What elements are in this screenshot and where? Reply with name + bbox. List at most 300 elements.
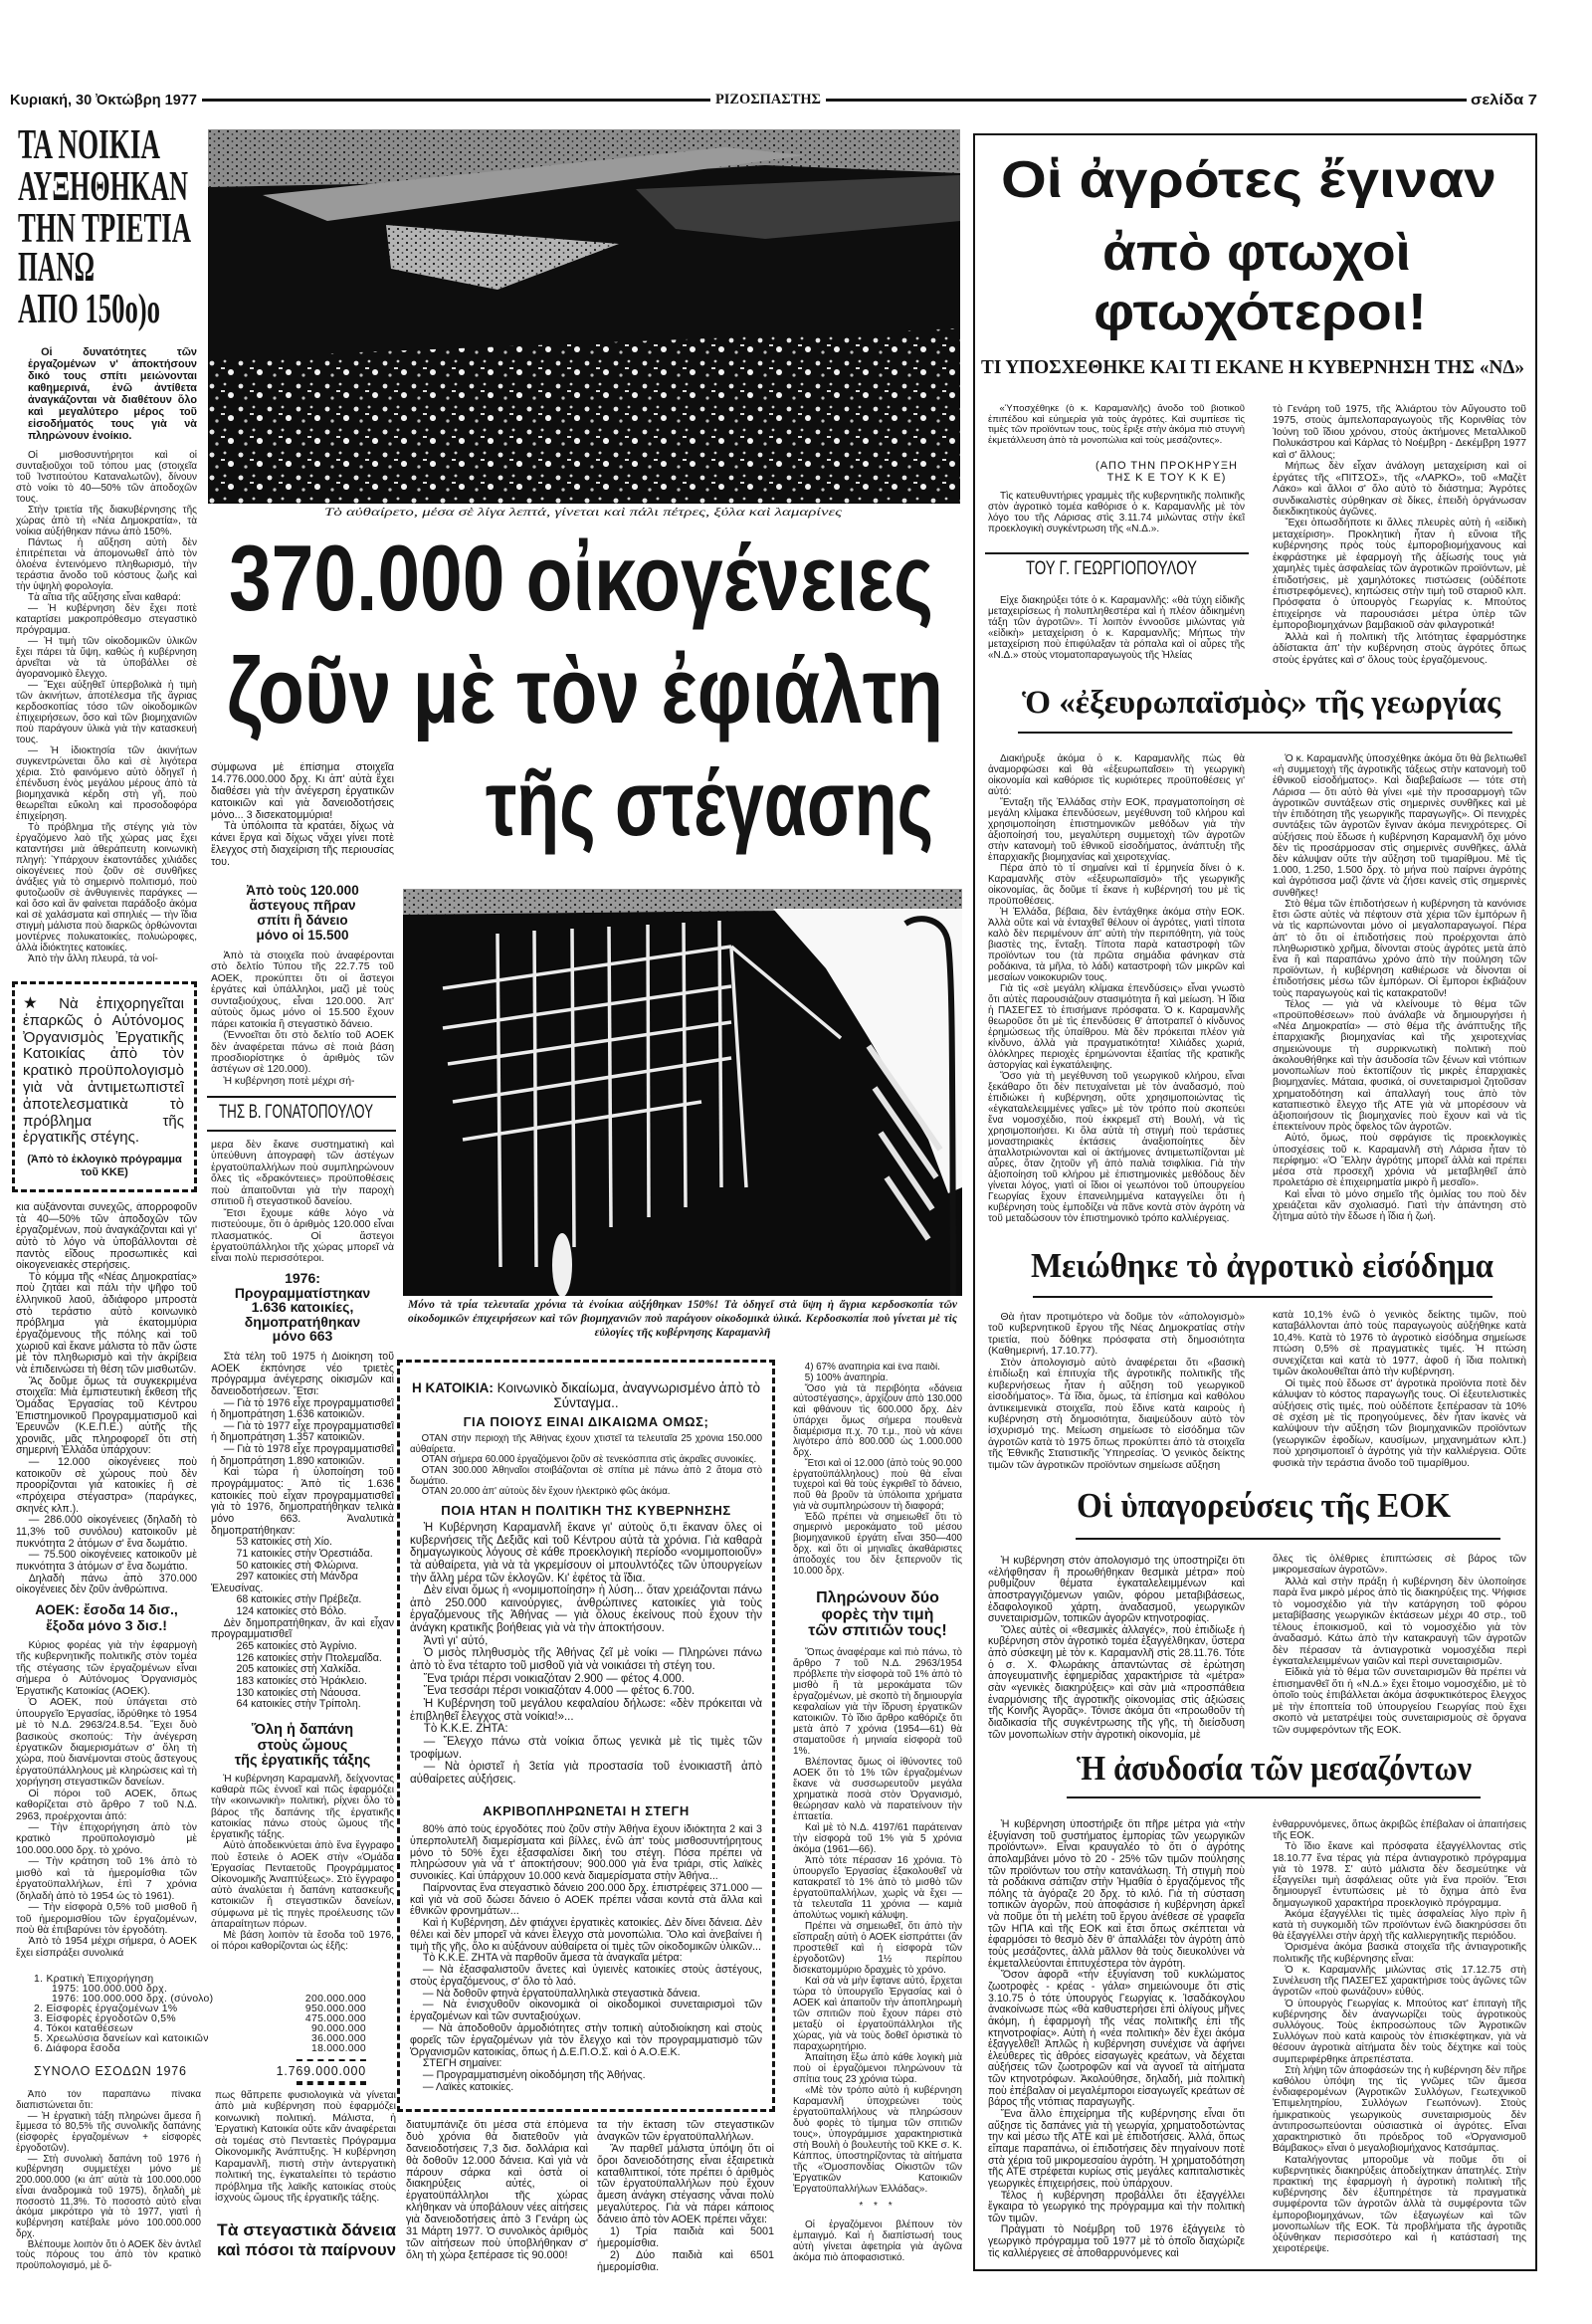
table-total-value: 1.769.000.000 [276,2064,366,2078]
subheading-line: φορὲς τὴν τιμὴ [821,1605,934,1623]
paragraph: Τέλος ἡ κυβέρνηση προβάλλει ὅτι ἐξαγγέλλει ἔγκαιρα τὸ γεωργικό της πρόγραμμα καὶ τὴν πολιτικὴ τῶν τιμῶν. [988,2189,1245,2224]
headline-text: τῆς στέγασης [486,750,933,855]
table-value: 475.000.000 [304,2013,366,2024]
subheading-line: στοὺς ὤμους [257,1737,348,1754]
paragraph: — Λαϊκὲς κατοικίες. [422,2080,514,2093]
table-detail: 1975: 100.000.000 δρχ. [52,1984,168,1995]
paragraph: «Μὲ τὸν τρόπο αὐτὸ ἡ κυβέρνηση Καραμανλῆ ὑποχρεώνει τοὺς ἐργατοϋπαλλήλους νὰ πληρώσουν δυὸ φορὲς τὸ τίμημα τῶν σπιτιῶν τους», ὑπογράμμισε χαρακτηριστικὰ στὴ Βουλὴ ὁ βουλευτὴς τοῦ ΚΚΕ σ. Κ. Κάππος, ὑποστηρίζοντας τὰ αἰτήματα τῆς «Ὁμοσπονδίας Οἰκιστῶν τῶν Ἐργατικῶν Κατοικιῶν Ἐργατοϋπαλλήλων Ἑλλάδας». [793,2085,962,2195]
main-headline-line [229,526,933,630]
header-rule [202,99,710,102]
headline-text: ΑΥΞΗΘΗΚΑΝ [18,164,188,210]
rent-body-column [16,450,197,963]
box-section-text [410,1824,762,2103]
list-item: 71 κατοικίες στὴν Ὀρεστιάδα. [236,1547,373,1560]
page-number [1471,92,1537,108]
paragraph: Τέλος — γιὰ νὰ κλείνουμε τὸ θέμα τῶν «προϋποθέσεων» ποὺ ἀνάλαβε νὰ δημιουργήσει ἡ «Νέα Δημοκρατία» — στὸ θέμα τῆς ἀνάπτυξης τῆς ἐπαρχιακῆς βιομηχανίας καὶ τῆς χειροτεχνίας σημειώνουμε τὴ συρρικνωτικὴ πολιτικὴ ποὺ ἀκολουθήθηκε καὶ τὴν ἀσυδοσία τῶν ξένων καὶ ντόπιων μονοπωλίων ποὺ ἐκτοπίζουν τὶς μικρὲς ἐπαρχιακὲς βιομηχανίες. Μάταια, φυσικά, οἱ συνεταιρισμοὶ ζητοῦσαν χρηματοδότηση καὶ ἀπαλλαγή τους ἀπὸ τὸν καταπιεστικὸ ἔλεγχο τῆς ΑΤΕ γιὰ νὰ μπορέσουν νὰ ἀξιοποιήσουν τὶς βιομηχανίες ποὺ ἔχουν καὶ νὰ τὶς ἐπεκτείνουν πρὸς ὄφελος τῶν ἀγροτῶν. [1273,998,1526,1134]
rent-headline-line [18,245,95,291]
headline-text: ΑΠΟ 150ο)ο [18,287,160,332]
paragraph: — Ἡ ἰδιοκτησία τῶν ἀκινήτων συγκεντρώνεται ὅλο καὶ σὲ λιγότερα χέρια. Στὸ φαινόμενο αὐτὸ ὁδηγεῖ ἡ ἐπένδυση ἑνὸς μεγάλου μέρους ἀπὸ τὰ βιομηχανικὰ κέρδη στὴ γῆ, ποὺ θεωρεῖται εὔκολη καὶ προσοδοφόρα ἐπιχείρηση. [16,745,197,822]
paragraph: Πάντως ἡ αὔξηση αὐτὴ δὲν ἐπιτρέπεται νὰ ἀπομονωθεῖ ἀπὸ τὸν ὁλοένα ἐντεινόμενο πληθωρισμό, τὴν τεράστια ἄνοδο τοῦ κόστους ζωῆς καὶ τὴν ὑψηλὴ φορολογία. [16,537,197,592]
paragraph: — Τὴν κράτηση τοῦ 1% ἀπὸ τὸ μισθὸ καὶ τὰ ἡμερομίσθια τῶν ἐργατοϋπαλλήλων, ἐπὶ 7 χρόνια (δηλαδὴ ἀπὸ τὸ 1954 ὡς τὸ 1961). [16,1856,197,1902]
table-label: 4. Τόκοι καταθέσεων [34,2023,133,2034]
quote-source [1094,460,1239,484]
farmers-body-column [988,1312,1245,1473]
paragraph: Ἡ κυβέρνηση στὸν ἀπολογισμό της ὑποστηρίζει ὅτι «ἐλήφθησαν ἢ προωθήθηκαν θεσμικὰ μέτρα» ποὺ ρυθμίζουν θέματα ἐγκαταλελειμμένων καὶ ἀποστραγγιζόμενων γαιῶν, φόρου μεταβιβάσεως, ἐδαφολογικοῦ χάρτη, ἀναδασμοῦ, γεωργικῶν συνεταιρισμῶν, τοπικῶν ἀγορῶν κτηνοτροφίας. [988,1556,1245,1625]
paragraph: (Ἐννοεῖται ὅτι στὸ δελτίο τοῦ ΑΟΕΚ δὲν ἀναφέρεται πάνω σὲ ποιὰ βάση προσδιορίστηκε ὁ ἀριθμὸς τῶν ἀστέγων σὲ 120.000). [211,1030,394,1076]
paragraph-list [988,491,1245,534]
rent-headline-line [18,206,191,252]
paragraph: κια αὐξάνονται συνεχῶς, ἀπορροφοῦν τὰ 40—50% τῶν ἀποδοχῶν τῶν ἐργαζομένων, ποὺ ἀναγκάζονται καὶ γι' αὐτὸ τὸ λόγο νὰ ὑποβάλλονται σὲ παντὸς εἴδους προσωπικὲς καὶ οἰκογενειακὲς στερήσεις. [16,1202,197,1272]
lead-paragraph: Οἱ δυνατότητες τῶν ἐργαζομένων ν' ἀποκτήσουν δικό τους σπίτι μειώνονται καθημερινά, ἐνῶ ἀντίθετα ἀναγκάζονται νὰ διαθέτουν ὅλο καὶ μεγαλύτερο μέρος τοῦ εἰσοδήματός τους γιὰ νὰ πληρώνουν ἐνοίκιο. [28,346,197,441]
paragraph: Διακήρυξε ἀκόμα ὁ κ. Καραμανλῆς πὼς θὰ ἀναμορφώσει καὶ θὰ «ἐξευρωπαΐσει» τὴ γεωργικὴ οἰκονομία καὶ καθόρισε τὶς κυριότερες προϋποθέσεις γι' αὐτό: [988,753,1245,797]
paragraph: Τὸ πρόβλημα τῆς στέγης γιὰ τὸν ἐργαζόμενο λαὸ τῆς χώρας μας ἔχει καταντήσει μιὰ ἀθεράπευτη κοινωνικὴ πληγή: Ὑπάρχουν ἑκατοντάδες χιλιάδες οἰκογένειες ποὺ ζοῦν σὲ συνθῆκες ἀνάξιες γιὰ τὸ σημερινὸ πολιτισμό, ποὺ φυτοζωοῦν σὲ ἀνθυγιεινὲς παράγκες — καὶ ὅσο καὶ ἂν φαίνεται παράδοξο ἀκόμα καὶ σὲ χαλάσματα καὶ σπηλιές — τὴν ἴδια στιγμὴ μάλιστα ποὺ διαρκῶς ὀρθώνονται μοντέρνες πολυκατοικίες, πολυώροφες, ἀλλὰ ἰδιόκτητες κατοικίες. [16,822,197,953]
quote-text: «Ὑποσχέθηκε (ὁ κ. Καραμανλῆς) ἄνοδο τοῦ βιοτικοῦ ἐπιπέδου καὶ εὐημερία γιὰ τοὺς ἀγρότες. Καὶ συμπίεσε τὶς τιμὲς τῶν προϊόντων τους, τοὺς ἔριξε στὴν ἀκόμα πιὸ στυγνὴ ἐκμετάλλευση ἀπὸ τὰ μονοπώλια καὶ τοὺς μεσάζοντες». [988,404,1245,446]
byline-rule [207,1096,396,1098]
byline-text: ΤΗΣ Β. ΓΟΝΑΤΟΠΟΥΛΟΥ [219,1102,373,1123]
paragraph: Παίρνοντας ἕνα στεγαστικὸ δάνειο 200.000 δρχ. ἐπιστρέφεις 371.000 — καὶ γιὰ νὰ σοῦ δώσει δάνειο ὁ ΑΟΕΚ πρέπει νἆσαι κοντὰ στὰ ἄλλα καὶ ἐθνικῶν φρονημάτων... [410,1881,762,1918]
paragraph-list [988,1819,1245,2259]
subheading-line: Προγραμματίστηκαν [234,1284,371,1301]
section-headline-text: Μειώθηκε τὸ ἀγροτικὸ εἰσόδημα [1031,1246,1493,1285]
housing-body-column [793,1363,962,1587]
paragraph: Ἡ κυβέρνηση Καραμανλῆ, δείχνοντας καθαρὰ πῶς ἐννοεῖ καὶ πῶς ἐφαρμόζει τὴν «κοινωνικὴ» πολιτική, ρίχνει ὅλο τὸ βάρος τῆς δαπάνης τῆς ἐργατικῆς κατοικίας πάνω στοὺς ὤμους τῆς ἐργατικῆς τάξης. [211,1774,394,1841]
table-value: 90.000.000 [310,2023,366,2034]
section-headline [1077,1488,1451,1523]
table-label: 2. Εἰσφορὲς ἐργαζομένων 1% [34,2004,178,2014]
paragraph: ΣΤΕΓΗ σημαίνει: [422,2057,502,2070]
paragraph: 80% ἀπὸ τοὺς ἐργοδότες ποὺ ζοῦν στὴν Ἀθήνα ἔχουν ἰδιόκτητα 2 καὶ 3 ὑπερπολυτελῆ διαμερίσματα καὶ βίλλες, ἐνῶ ἀπ' τοὺς μισθοσυντήρητους μόνο τὸ 50% ἔχει ἐξασφαλίσει δική του στέγη. Πόσα πρέπει νὰ πληρώσουν γιὰ νὰ τ' ἀποκτήσουν; 900.000 γιὰ ἕνα τριάρι, στὶς λαϊκὲς συνοικίες. Καὶ ὑπάρχουν 10.000 κενὰ διαμερίσματα στὴν Ἀθήνα... [410,1824,762,1883]
paragraph: Οἱ τιμὲς ποὺ ἔδωσε στ' ἀγροτικὰ προϊόντα ποτὲ δὲν κάλυψαν τὸ κόστος παραγωγῆς τους. Οἱ ἐξευτελιστικὲς αὐξήσεις στὶς τιμές, ποὺ οὐδέποτε ξεπέρασαν τὰ 10% σὲ σχέση μὲ τὶς προηγούμενες, δὲν ἦταν ἱκανὲς νὰ καλύψουν τὴν αὔξηση τῶν βιομηχανικῶν προϊόντων (γεωργικῶν ἐφοδίων, καυσίμων, μηχανημάτων κλπ.) ποὺ χρησιμοποιεῖ ὁ ἀγρότης γιὰ τὴν καλλιέργεια. Οὔτε φυσικὰ τὴν τεράστια ἄνοδο τοῦ τιμαρίθμου. [1273,1377,1526,1469]
farmers-body-column [1273,1310,1526,1471]
star-icon: ★ [23,994,52,1012]
village-list [211,1537,394,1617]
page-number-text: σελίδα 7 [1471,92,1537,108]
paragraph: Τὸ κόμμα τῆς «Νέας Δημοκρατίας» ποὺ ζητάει καὶ πάλι τὴν ψῆφο τοῦ ἑλληνικοῦ λαοῦ, ἀδιάφορο μπροστὰ στὸ τεράστιο αὐτὸ κοινωνικὸ πρόβλημα γιὰ ἑκατομμύρια ἐργαζόμενους τῆς πόλης καὶ τοῦ χωριοῦ καὶ ἔκανε μάλιστα τὸ πᾶν ὥστε μὲ τὸν πληθωρισμὸ καὶ τὴν ἀκρίβεια νὰ ἐπιδεινώσει τὴ θέση τῶν μισθωτῶν. [16,1270,197,1375]
paragraph: Γιὰ τὶς «σὲ μεγάλη κλίμακα ἐπενδύσεις» εἶναι γνωστὸ ὅτι αὐτὲς παρουσιάζουν στασιμότητα ἢ καὶ μείωση. Ἡ ἴδια ἡ ΠΑΣΕΓΕΣ τὸ ἐπισήμανε πρόσφατα. Ὁ κ. Καραμανλῆς θεωροῦσε ὅτι μὲ τὶς ἐπενδύσεις θ' ἀποτραπεῖ ὁ κίνδυνος ἐρημώσεως τῆς ὑπαίθρου. Μὰ δὲν πρόκειται πλέον γιὰ κίνδυνο, ἀλλὰ γιὰ πραγματικότητα! Χιλιάδες χωριά, ὁλόκληρες περιοχὲς ἐρημώνονται ἐξαιτίας τῆς κρατικῆς ἀστοργίας καὶ ἐγκατάλειψης. [988,983,1245,1071]
byline [219,1102,373,1124]
subheading-line: τῶν σπιτιῶν τους! [808,1622,947,1639]
paragraph: Ἂς δοῦμε ὅμως τὰ συγκεκριμένα στοιχεῖα: Μιὰ ἐμπιστευτικὴ ἔκθεση τῆς Ὁμάδας Ἐργασίας τοῦ Κέντρου Ἐπιστημονικοῦ Προγραμματισμοῦ καὶ Ἐρευνῶν (Κ.Ε.Π.Ε.) αὐτῆς τῆς χρονιᾶς, μᾶς πληροφορεῖ ὅτι στὴ σημερινὴ Ἑλλάδα ὑπάρχουν: [16,1374,197,1457]
section-headline [1077,1751,1472,1786]
rent-headline-line [18,164,188,210]
paragraph: Ἕνα τεσσάρι πέρσι νοικιαζόταν 4.000 — φέτος 6.700. [423,1685,696,1698]
list-item: 297 κατοικίες στὴ Μάνδρα Ἐλευσίνας. [211,1571,358,1594]
paragraph-list [793,1363,962,1577]
section-headline [1031,1248,1493,1283]
paragraph: Οἱ ἐργαζόμενοι βλέπουν τὸν ἐμπαιγμό. Καὶ ἡ διαπίστωσή τους αὐτὴ γίνεται ἀφετηρία γιὰ ἀγῶνα ἀκόμα πιὸ ἀποφασιστικό. [793,2219,962,2263]
paragraph: Ἕνα ἄλλο ἐπιχείρημα τῆς κυβέρνησης εἶναι ὅτι αὔξησε τὶς δαπάνες γιὰ τὴ γεωργία, χρηματοδοτώντας την καὶ μέσω τῆς ΑΤΕ καὶ μὲ ἐπιδοτήσεις. Ἀλλά, ὅπως εἴπαμε παραπάνω, οἱ ἐπιδοτήσεις δὲν πηγαίνουν ποτὲ στὰ χέρια τοῦ μικρομεσαίου ἀγρότη. Ἡ χρηματοδότηση τῆς ΑΤΕ στρέφεται κυρίως στὶς μεγάλες καπιταλιστικὲς γεωργικὲς ἐπιχειρήσεις, ποὺ ὑπάρχουν. [988,2108,1245,2190]
byline-rule [207,1130,396,1132]
housing-body-column [211,1352,394,1722]
paragraph: Τὰ ὑπόλοιπα τὰ κρατάει, δίχως νὰ κάνει ἔργα καὶ δίχως νἄχει γίνει ποτὲ ἔλεγχος στὴ διαχείριση τῆς περιουσίας του. [211,820,394,868]
paragraph-list [215,2090,396,2204]
paragraph: Αὐτὸ ἀποδεικνύεται ἀπὸ ἕνα ἔγγραφο ποὺ ἔστειλε ὁ ΑΟΕΚ στὴν «Ὁμάδα Ἐργασίας Πενταετοῦς Προγράμματος Οἰκονομικῆς Ἀναπτύξεως». Στὸ ἔγγραφο αὐτὸ ἀναλύεται ἡ δαπάνη κατασκευῆς κατοικιῶν ἢ στεγαστικῶν δανείων, σύμφωνα μὲ τὶς πηγὲς προέλευσης τῶν ἀπαραίτητων πόρων. [211,1840,394,1930]
paragraph: Ἕνα τριάρι πέρσι νοικιαζόταν 2.900 — φέτος 4.000. [423,1672,685,1685]
paragraph-list [410,1522,762,1786]
box-section-text [410,1434,762,1502]
box-section-title: ΠΟΙΑ ΗΤΑΝ Η ΠΟΛΙΤΙΚΗ ΤΗΣ ΚΥΒΕΡΝΗΣΗΣ [441,1503,731,1518]
paragraph: Ἔτσι ἔχουμε κάθε λόγο νὰ πιστεύουμε, ὅτι ὁ ἀριθμὸς 120.000 εἶναι πλασματικός. Οἱ ἄστεγοι ἐργατοϋπάλληλοι τῆς χώρας μπορεῖ νὰ εἶναι πολὺ περισσότεροι. [211,1207,394,1265]
list-item: 265 κατοικίες στὸ Ἀγρίνιο. [236,1640,357,1653]
paragraph-list [597,2120,774,2272]
paragraph: 4) 67% ἀναπηρία καὶ ἕνα παιδί. [804,1363,940,1373]
paragraph: Ἔνταξη τῆς Ἑλλάδας στὴν ΕΟΚ, πραγματοποίηση σὲ μεγάλη κλίμακα ἐπενδύσεων, μεγέθυνση τοῦ κλήρου καὶ χρησιμοποίηση ἐπιστημονικῶν μεθόδων γιὰ τὴν ἀξιοποίησή του, μεγαλύτερη συμμετοχὴ τῶν ἀγροτῶν στὴν κατανομὴ τοῦ ἐθνικοῦ εἰσοδήματος, ἀνάπτυξη τῆς ἐπαρχιακῆς βιομηχανίας καὶ χειροτεχνίας. [988,797,1245,863]
box-title-rest: Κοινωνικὸ δικαίωμα, ἀναγνωρισμένο ἀπὸ τὸ Σύνταγμα.. [497,1380,760,1410]
housing-body-column [211,762,394,876]
section-headline [1022,686,1500,721]
paragraph: Ἀπαίτηση ἔξω ἀπὸ κάθε λογικὴ μιὰ ποὺ οἱ ἐργαζόμενοι πληρώνουν τὰ σπίτια τους 23 χρόνια τώρα. [793,2052,962,2085]
paragraph: τα τὴν ἔκταση τῶν στεγαστικῶν ἀναγκῶν τῶν ἐργατοϋπαλλήλων. [597,2120,774,2143]
sum-rule [297,2059,366,2061]
headline-text: φτωχότεροι! [1094,284,1427,341]
paragraph: Τὶς κατευθυντήριες γραμμὲς τῆς κυβερνητικῆς πολιτικῆς στὸν ἀγροτικὸ τομέα καθόρισε ὁ κ. Καραμανλῆς μὲ τὸν λόγο του τῆς Λάρισας στὶς 3.11.74 μιλώντας στὴν ἐκεῖ προεκλογικὴ συγκέντρωση τῆς «Ν.Δ.». [988,491,1245,534]
paragraph: Δηλαδὴ πάνω ἀπὸ 370.000 οἰκογένειες δὲν ζοῦν ἀνθρώπινα. [16,1572,197,1596]
income-table [34,1975,366,2085]
paragraph: Κύριος φορέας γιὰ τὴν ἐφαρμογὴ τῆς κυβερνητικῆς πολιτικῆς στὸν τομέα τῆς στέγασης τῶν ἐργαζομένων εἶναι σήμερα ὁ Αὐτόνομος Ὀργανισμὸς Ἐργατικῆς Κατοικίας (ΑΟΕΚ). [16,1640,197,1697]
paragraph: Τὸ ἴδιο ἔκανε καὶ πρόσφατα ἐξαγγέλλοντας στὶς 18.10.77 ἕνα τέρας γιὰ πέρα ἀντιαγροτικὸ πρόγραμμα γιὰ τὸ 1978. Σ' αὐτὸ μάλιστα δὲν δεσμεύτηκε νὰ ἐξαγγείλει τιμὴ ἀσφάλειας οὔτε γιὰ ἕνα προϊόν. Ἔτσι δημιουργεῖ ἐντυπώσεις μὲ τὸ ὄχημα ἀπὸ ἕνα δημαγωγικοῦ χαρακτήρα προεκλογικὸ πρόγραμμα. [1273,1841,1526,1909]
farmers-body-column [1273,1819,1526,2259]
paragraph-list [16,2090,201,2272]
photo-caption-text: Τὸ αὐθαίρετο, μέσα σὲ λίγα λεπτά, γίνεται καὶ πάλι πέτρες, ξύλα καὶ λαμαρίνες [324,505,842,519]
paragraph: Ἡ κυβέρνηση ποτὲ μέχρι σή- [223,1075,355,1087]
table-total-label: ΣΥΝΟΛΟ ΕΣΟΔΩΝ 1976 [34,2064,187,2078]
paragraph: — Προγραμματισμένη οἰκοδόμηση τῆς Ἀθήνας. [422,2069,646,2082]
table-label: 6. Διάφορα ἔσοδα [34,2043,120,2054]
photo-construction-site [403,889,962,1296]
headline-text: ΠΑΝΩ [18,245,95,291]
paragraph: Τὸ Κ.Κ.Ε. ΖΗΤΑ: [423,1723,508,1736]
paragraph: Ἀπὸ τὴν ἄλλη πλευρά, τὰ νοί- [28,953,158,963]
rent-headline-line [18,122,160,168]
main-headline-line [227,638,943,742]
paragraph: κατὰ 10,1% ἐνῶ ὁ γενικὸς δείκτης τιμῶν, ποὺ καταβάλλονται ἀπὸ τοὺς παραγωγοὺς αὐξήθηκε κατὰ 10,4%. Κατὰ τὸ 1976 τὸ ἀγροτικὸ εἰσόδημα σημείωσε πτώση 0,5% σὲ πραγματικὲς τιμές. Ἡ πτώση συνεχίζεται καὶ κατὰ τὸ 1977, ἀφοῦ ἡ ἴδια πολιτικὴ τιμῶν ἀκολουθεῖται ἀπὸ τὴν κυβέρνηση. [1273,1310,1526,1378]
list-item: 124 κατοικίες στὸ Βόλο. [236,1605,347,1618]
paragraph: Ἔχει ὁπωσδήποτε κι ἄλλες πλευρὲς αὐτὴ ἡ «εἰδικὴ μεταχείριση». Προκλητικὴ ἦταν ἡ εὔνοια τῆς κυβέρνησης πρὸς τοὺς ἐμποροβιομήχανους καὶ ἐκφράστηκε μὲ ἐφαρμογὴ τῆς ἀξίωσής τους γιὰ χαμηλὲς τιμὲς ἀσφαλείας τῶν ἀγροτικῶν προϊόντων, μὲ ἐπιδοτήσεις, μὲ χαμηλότοκες πιστώσεις (οὐδέποτε ἐπιστρεφόμενες), κηπώσεις στὴν τιμὴ τοῦ σταριοῦ κλπ. Πρόσφατα ὁ ὑπουργὸς Γεωργίας κ. Μπούτος ἐπιχείρησε νὰ παρουσιάσει μέτρα ὑπὲρ τῶν ἐμποροβιομηχάνων βαμβακιοῦ σὰν φιλαγροτικά! [1273,518,1526,632]
subheading-cost [211,1723,394,1770]
subheading-line: σπίτι ἢ δάνειο [257,913,348,928]
table-detail: 1976: 100.000.000 δρχ. (σύνολο) [52,1994,214,2005]
farmers-headline-line [1094,284,1427,341]
paragraph: Ἀπὸ τὸ 1954 μέχρι σήμερα, ὁ ΑΟΕΚ ἔχει εἰσπράξει συνολικά [16,1936,197,1959]
paragraph: Εἶχε διακηρύξει τότε ὁ κ. Καραμανλῆς: «θὰ τύχη εἰδικῆς μεταχειρίσεως ἡ πολυπληθεστέρα καὶ ἡ πλέον ἀδικημένη τάξη τῶν ἀγροτῶν». Τί λοιπὸν ἐννοοῦσε μιλώντας γιὰ «εἰδικὴ» μεταχείριση ὁ κ. Καραμανλῆς; Μήπως τὴν μεταχείριση ποὺ ἐπιφύλαξαν τὰ ρόπαλα καὶ οἱ αὖρες τῆς «Ν.Δ.» στοὺς ντοματοπαραγωγοὺς τῆς Ἠλείας [988,595,1245,661]
paragraph: — 12.000 οἰκογένειες ποὺ κατοικοῦν σὲ χώρους ποὺ δὲν προορίζονται γιὰ κατοικίες ἢ σὲ «πρόχειρα στέγαστρα» (παράγκες, σκηνὲς κλπ.). [16,1456,197,1515]
farmers-body-column [988,1819,1245,2269]
paragraph: Στὸ θέμα τῶν ἐπιδοτήσεων ἡ κυβέρνηση τὰ κανόνισε ἔτσι ὥστε αὐτὲς νὰ πέφτουν στὰ χέρια τῶν ἐμπόρων ἢ νὰ τὶς καρπώνονται μόνο οἱ μεγαλοπαραγωγοί. Πέρα ἀπ' τὸ ὅτι οἱ ἐπιδοτήσεις ποὺ προέρχονται ἀπὸ πληθωριστικὸ χρῆμα, δίνονται στοὺς ἀγρότες μετὰ ἀπὸ ἕνα ἢ καὶ παραπάνω χρόνο ἀπὸ τὴν πούληση τῶν προϊόντων, ἡ κυβέρνηση καθιέρωσε νὰ δίνονται οἱ ἐπιδοτήσεις μέσω τῶν ἐμπόρων. Οἱ ἔμποροι ἐκβιάζουν τοὺς παραγωγοὺς καὶ τὶς κατακρατοῦν! [1273,898,1526,999]
paragraph-list [211,951,394,1087]
header-rule [826,99,1467,102]
farmers-body-column [1273,1554,1526,1735]
paragraph: Ὅλες αὐτὲς οἱ «θεσμικὲς ἀλλαγές», ποὺ ἐπιδίωξε ἡ κυβέρνηση στὸν ἀγροτικὸ τομέα ἐξαγγέλθηκαν, ὕστερα ἀπὸ σύσκεψη μὲ τὸν κ. Καραμανλῆ στὶς 28.11.76. Τότε ὁ σ. Χ. Φλωράκης ἀπαντώντας σὲ ἐρώτηση ἀπογευματινῆς ἐφημερίδας χαρακτήρισε τὰ «μέτρα» σὰν «γενικὲς διακηρύξεις» καὶ σὰν μιὰ «προσπάθεια ἐναρμόνισης τῆς ἀγροτικῆς οἰκονομίας στὶς ἀξιώσεις τῆς Κοινῆς Ἀγορᾶς». Τόνισε ἀκόμα ὅτι «προωθοῦν τὴ διαδικασία τῆς συγκέντρωσης τῆς γῆς, τὴ διείσδυση τῶν μονοπωλίων στὴν ἀγροτικὴ οἰκονομία, μὲ [988,1623,1245,1741]
paragraph: — Ἡ τιμὴ τῶν οἰκοδομικῶν ὑλικῶν ἔχει πάρει τὰ ὕψη, καθὼς ἡ κυβέρνηση ἀρνεῖται νὰ τὰ ὑποβάλλει σὲ ἀγορανομικὸ ἔλεγχο. [16,636,197,680]
subheading-homeless [211,883,394,943]
quote-source-line: ΤΗΣ Κ Ε ΤΟΥ Κ Κ Ε) [1106,472,1227,484]
paragraph: Ὅπως ἀναφέραμε καὶ πιὸ πάνω, τὸ ἄρθρο 7 τοῦ Ν.Δ. 2963/1954 πρόβλεπε τὴν εἰσφορὰ τοῦ 1% ἀπὸ τὸ μισθὸ ἢ τὰ μεροκάματα τῶν ἐργαζομένων, μὲ σκοπὸ τὴ δημιουργία κεφαλαίων γιὰ τὴν ἵδρυση ἐργατικῶν κατοικιῶν. Τὸ ἴδιο ἄρθρο καθόριζε ὅτι μετὰ ἀπὸ 7 χρόνια (1954—61) θὰ σταματοῦσε ἡ μηνιαία εἰσφορὰ τοῦ 1%. [793,1647,962,1757]
paragraph: Ἀντὶ γι' αὐτό, [423,1634,489,1647]
paragraph: Καταλήγοντας μποροῦμε νὰ ποῦμε ὅτι οἱ κυβερνητικὲς διακηρύξεις ἀποδείχτηκαν ἀπατηλές. Στὴν πρακτική της ἐφαρμογὴ ἡ ἀγροτικὴ πολιτικὴ τῆς κυβέρνησης δὲν ἐξυπηρέτησε τὰ πραγματικὰ συμφέροντα τῶν ἀγροτῶν ἀλλὰ τὰ συμφέροντα τῶν ἐμποροβιομηχάνων, τῶν ἐξαγωγέων καὶ τῶν μονοπωλίων τῆς ΕΟΚ. Τὰ προβλήματα τῆς ἀγροτιᾶς ὀξύνθηκαν περισσότερο καὶ ἡ κατάστασή της χειροτέρεψε. [1273,2154,1526,2255]
paragraph: Πέρα ἀπὸ τὸ τί σημαίνει καὶ τί ἑρμηνεία δίνει ὁ κ. Καραμανλῆς στὸν «ἐξευρωπαϊσμὸ» τῆς γεωργικῆς οἰκονομίας, ἂς δοῦμε τί ἔκανε ἡ κυβέρνησή του μὲ τὶς προϋποθέσεις. [988,863,1245,907]
housing-body-column [597,2120,774,2272]
paragraph: Ἐδῶ πρέπει νὰ σημειωθεῖ ὅτι τὸ σημερινὸ μεροκάματο τοῦ μέσου βιομηχανικοῦ ἐργάτη εἶναι 350—400 δρχ. καὶ ὅτι οἱ μηνιαῖες ἀκαθάριστες ἀποδοχές του δὲν ξεπερνοῦν τὶς 10.000 δρχ. [793,1511,962,1577]
paragraph-list [211,1140,394,1265]
paragraph: — Ἡ κυβέρνηση δὲν ἔχει ποτὲ καταρτίσει μακροπρόθεσμο στεγαστικὸ πρόγραμμα. [16,603,197,636]
paragraph: — 75.500 οἰκογένειες κατοικοῦν μὲ πυκνότητα 3 ἀτόμων σ' ἕνα δωμάτιο. [16,1549,197,1573]
paragraph: Ὁ ὑπουργὸς Γεωργίας κ. Μπούτος κατ' ἐπιταγὴ τῆς κυβέρνησης δὲν ἀναγνωρίζει τοὺς ἀγροτικοὺς συλλόγους. Τοὺς ἐκπροσώπους τῶν Ἀγροτικῶν Συλλόγων ποὺ κατὰ καιροὺς τὸν ἐπισκέφτηκαν, γιὰ νὰ θέσουν ἀγροτικὰ αἰτήματα δὲν τοὺς δέχτηκε καὶ τοὺς συμπεριφέρθηκε ἀπρεπέστατα. [1273,1998,1526,2065]
paragraph: Βλέποντας ὅμως οἱ ἰθύνοντες τοῦ ΑΟΕΚ ὅτι τὸ 1% τῶν ἐργαζομένων ἔκανε νὰ συσσωρευτοῦν μεγάλα χρηματικὰ ποσὰ στὸν Ὀργανισμό, θεώρησαν καλὸ νὰ παρατείνουν τὴν ἑπταετία. [793,1757,962,1822]
table-row [34,2044,366,2054]
paragraph: Ἀκόμα ἐξαγγέλλει τὶς τιμὲς ἀσφαλείας λίγο πρὶν ἢ κατὰ τὴ συγκομιδὴ τῶν προϊόντων ἐνῶ διακηρύσσει ὅτι θὰ ἐξαγγέλλει στὴν ἀρχὴ τῆς καλλιεργητικῆς περιόδου. [1273,1908,1526,1943]
paragraph: Ἂν παρθεῖ μάλιστα ὑπόψη ὅτι οἱ ὅροι δανειοδότησης εἶναι ἐξαιρετικὰ καταθλιπτικοί, τότε πρέπει ὁ ἀριθμὸς τῶν ἐργατοϋπαλλήλων ποὺ ἔχουν ἄμεση ἀνάγκη στέγασης νἆναι πολὺ μεγαλύτερος. Γιὰ νὰ πάρει κάποιος δάνειο ἀπὸ τὸν ΑΟΕΚ πρέπει νἄχει: [597,2142,774,2225]
total-double-rule [297,2081,366,2085]
paragraph: Ὅσο γιὰ τὰ περιβόητα «δάνεια αὐτοστέγασης», ἀρχίζουν ἀπὸ 130.000 καὶ φθάνουν τὶς 600.000 δρχ. Δὲν ὑπάρχει ὅμως σήμερα πουθενὰ διαμέρισμα π.χ. 70 τ.μ., ποὺ νὰ κάνει λιγότερο ἀπὸ 800.000 ὡς 1.000.000 δρχ. [793,1382,962,1459]
paragraph: Ἀλλὰ καὶ ἡ πολιτικὴ τῆς λιτότητας ἐφαρμόστηκε ἀδίστακτα ἀπ' τὴν κυβέρνηση στοὺς ἀγρότες ὅπως στοὺς ἐργάτες καὶ σ' ὅλους τοὺς ἐργαζόμενους. [1273,631,1526,666]
subheading-line: ἔξοδα μόνο 3 δισ.! [46,1617,167,1633]
issue-date-text: Κυριακή, 30 Ὀκτώβρη 1977 [10,92,197,108]
box-section-title: ΓΙΑ ΠΟΙΟΥΣ ΕΙΝΑΙ ΔΙΚΑΙΩΜΑ ΟΜΩΣ; [463,1414,709,1429]
paragraph: Πρέπει νὰ σημειωθεῖ, ὅτι ἀπὸ τὴν εἴσπραξη αὐτὴ ὁ ΑΟΕΚ εἰσπράττει (ἂν προστεθεῖ καὶ ἡ εἰσφορὰ τῶν ἐργοδοτῶν) 1½ περίπου δισεκατομμύριο δραχμὲς τὸ χρόνο. [793,1921,962,1976]
paragraph: 2) Δύο παιδιὰ καὶ 6501 ἡμερομίσθια. [597,2248,774,2272]
paragraph: Ἡ κυβέρνηση ὑποστήριξε ὅτι πῆρε μέτρα γιὰ «τὴν ἐξυγίανση τοῦ συστήματος ἐμπορίας τῶν γεωργικῶν προϊόντων». Εἶναι κραυγαλέο τὸ ὅτι ὁ ἀγρότης ἀπολαμβάνει μόνο τὸ 20 - 25% τῶν τιμῶν πούλησης τῶν προϊόντων του στὴν κατανάλωση. Τὴ στιγμὴ ποὺ τὰ ροδάκινα σάπιζαν στὴν Ἠμαθία ὁ ἐργαζόμενος τῆς πόλης τὰ ἀγόραζε 20 δρχ. τὸ κιλό. Γιὰ τὴ σύσταση τοπικῶν ἀγορῶν, ποὺ ἀποφάσισε ἡ κυβέρνηση ἀρκεῖ νὰ ποῦμε ὅτι τὴ μελέτη τοῦ ἔργου ἀνέθεσε σὲ γραφεῖα τῶν ΗΠΑ καὶ τῆς ΕΟΚ καὶ ἔτσι ὅπως σκέπτεται νὰ ἐφαρμόσει τὸ θεσμὸ δὲν θ' ἀπαλλάξει τὸν ἀγρότη ἀπὸ τοὺς μεσάζοντες, ἀλλὰ μᾶλλον θὰ τοὺς διευκολύνει νὰ ἐκμεταλλεύονται ἐπιτυχέστερα τὸν ἀγρότη. [988,1819,1245,1970]
quote-source-line: (ΑΠΟ ΤΗΝ ΠΡΟΚΗΡΥΞΗ [1095,460,1238,472]
rent-body-column [16,1202,197,1600]
farmers-body-column [1273,753,1526,1223]
rent-headline-line [18,287,160,332]
byline-text: ΤΟΥ Γ. ΓΕΩΡΓΙΟΠΟΥΛΟΥ [1026,558,1197,579]
kke-quote [988,404,1245,454]
paragraph: — Νὰ ἀποδοθοῦν ἁρμοδιότητες στὴν τοπικὴ αὐτοδιοίκηση καὶ στοὺς φορεῖς τῶν ἐργαζομένων γιὰ τὸν ἔλεγχο καὶ τὸν προγραμματισμὸ τῶν Ὀργανισμῶν κατοικίας, ὅπως ἡ Δ.Ε.Π.Ο.Σ. καὶ ὁ Α.Ο.Ε.Κ. [410,2022,762,2058]
headline-rule [1018,732,1512,734]
masthead [715,92,821,108]
paragraph-list [1273,1554,1526,1735]
paragraph-list [211,1774,394,1953]
subheading-line: Ὅλη ἡ δαπάνη [251,1722,354,1738]
housing-body-column [215,2090,396,2208]
subheading-line: ΑΟΕΚ: ἔσοδα 14 δισ., [35,1601,178,1617]
headline-text: ΤΑ ΝΟΙΚΙΑ [18,122,160,168]
table-value: 200.000.000 [304,1994,366,2005]
masthead-text: ΡΙΖΟΣΠΑΣΤΗΣ [715,92,821,107]
box-title [408,1380,764,1410]
subheading-line: Ἀπὸ τοὺς 120.000 [246,883,359,898]
paragraph: ΟΤΑΝ σήμερα 60.000 ἐργαζόμενοι ζοῦν σὲ τενεκόσπιτα στὶς ἀκραῖες συνοικίες. [421,1454,757,1466]
paragraph: Οἱ μισθοσυντήρητοι καὶ οἱ συνταξιοῦχοι τοῦ τόπου μας (στοιχεῖα τοῦ Ἰνστιτούτου Καταναλωτῶν), δίνουν στὸ νοίκι τὸ 40—50% τῶν ἀποδοχῶν τους. [16,450,197,505]
housing-body-column [211,1774,394,1965]
photo-caption: Μόνο τὰ τρία τελευταῖα χρόνια τὰ ἐνοίκια αὐξήθηκαν 150%! Τὰ ὁδηγεῖ στὰ ὕψη ἡ ἄγρια κερδοσκοπία τῶν οἰκοδομικῶν ἐπιχειρήσεων καὶ τῶν βιομηχανιῶν ποὺ παράγουν οἰκοδομικὰ ὑλικά. Κερδοσκοπία ποὺ γίνεται μὲ τὶς εὐλογίες τῆς κυβέρνησης Καραμανλῆ [408,1299,957,1339]
paragraph: Τὰ αἴτια τῆς αὔξησης εἶναι καθαρά: [28,592,181,603]
paragraph: ΟΤΑΝ στὴν περιοχὴ τῆς Ἀθήνας ἔχουν χτιστεῖ τὰ τελευταῖα 25 χρόνια 150.000 αὐθαίρετα. [410,1434,762,1455]
headline-rule [1067,1796,1481,1798]
paragraph: Πράγματι τὸ Νοέμβρη τοῦ 1976 ἐξάγγειλε τὸ γεωργικὸ πρόγραμμα τοῦ 1977 μὲ τὸ ὁποῖο διαχώριζε τὶς καλλιέργειες σὲ ἀποθαρρυνόμενες καὶ [988,2223,1245,2259]
rent-body-column [16,2090,201,2273]
paragraph: Εἰδικὰ γιὰ τὸ θέμα τῶν συνεταιρισμῶν θὰ πρέπει νὰ ἐπισημανθεῖ ὅτι ἡ «Ν.Δ.» ἔχει ἕτοιμο νομοσχέδιο, μὲ τὸ ὁποῖο τοὺς ἐπιβάλλεται ἀκόμα ἀσφυκτικότερος ἔλεγχος μὲ τὴν ἐποπτεία τοῦ ὑπουργείου Γεωργίας ποὺ ἔχει σκοπὸ νὰ μετατρέψει τοὺς συνεταιρισμοὺς σὲ ὄργανα τῶν συμφερόντων τῆς ΕΟΚ. [1273,1667,1526,1735]
paragraph: διατυμπάνιζε ὅτι μέσα στὰ ἑπόμενα δυὸ χρόνια θὰ διατεθοῦν γιὰ δανειοδοτήσεις 7,3 δισ. δολλάρια καὶ θὰ δοθοῦν 12.000 δάνεια. Καὶ γιὰ νὰ πάρουν σάρκα καὶ ὀστὰ οἱ διακηρύξεις αὐτές, οἱ ἐργατοϋπάλληλοι τῆς χώρας κλήθηκαν νὰ ὑποβάλουν νέες αἰτήσεις γιὰ δανειοδοτήσεις ἀπὸ 3 Γενάρη ὡς 31 Μάρτη 1977. Ὁ συνολικὸς ἀριθμὸς τῶν αἰτήσεων ποὺ ὑποβλήθηκαν σ' ὅλη τὴ χώρα ξεπέρασε τὶς 90.000! [406,2120,588,2261]
box-section-title: ΑΚΡΙΒΟΠΛΗΡΩΝΕΤΑΙ Η ΣΤΕΓΗ [483,1803,690,1818]
paragraph: Ἡ Ἑλλάδα, βέβαια, δὲν ἐντάχθηκε ἀκόμα στὴν ΕΟΚ. Ἀλλὰ οὔτε καὶ νὰ ἐνταχθεῖ θέλουν οἱ ἀγρότες, γιατὶ τίποτα καλὸ δὲν περιμένουν ἀπ' αὐτὴ τὴν περιπόθητη, γιὰ τοὺς βιαστὲς της, ἔνταξη. Τίποτα παρὰ καταστροφὴ τῶν προϊόντων του (τὰ πρῶτα σημάδια φάνηκαν στὰ ροδάκινα, τὰ μῆλα, τὸ λάδι) καταστροφὴ τῶν μικρῶν καὶ μεσαίων νοικοκυριῶν τους. [988,907,1245,983]
paragraph: Καὶ ἡ Κυβέρνηση, Δὲν φτιάχνει ἐργατικὲς κατοικίες. Δὲν δίνει δάνεια. Δὲν θέλει καὶ δὲν μπορεῖ νὰ κάνει ἔλεγχο στὰ μονοπώλια. Ὅλο καὶ ἀνεβαίνει ἡ τιμὴ τῆς γῆς, ὅλο κι αὐξάνουν αὐθαίρετα οἱ τιμὲς τῶν οἰκοδομικῶν ὑλικῶν... [410,1917,762,1953]
subheading-text: Τὰ στεγαστικὰ δάνεια [217,2220,396,2239]
paragraph: — Τὴν ἐπιχορήγηση ἀπὸ τὸν κρατικὸ προϋπολογισμὸ μὲ 100.000.000 δρχ. τὸ χρόνο. [16,1822,197,1856]
paragraph: Καὶ μὲ τὸ Ν.Δ. 4197/61 παράτειναν τὴν εἰσφορὰ τοῦ 1% γιὰ 5 χρόνια ἀκόμα (1961—66). [793,1822,962,1855]
paragraph: — Νὰ ἐνισχυθοῦν οἰκονομικὰ οἱ οἰκοδομικοὶ συνεταιρισμοὶ τῶν ἐργαζομένων καὶ τῶν συνταξιούχων. [410,1999,762,2023]
headline-text: 370.000 οἰκογένειες [229,526,933,630]
rent-lead [28,346,197,441]
paragraph: Οἱ πόροι τοῦ ΑΟΕΚ, ὅπως καθορίζεται στὸ ἄρθρο 7 τοῦ Ν.Δ. 2963, προέρχονται ἀπό: [16,1788,197,1822]
paragraph: Ἡ Κυβέρνηση Καραμανλῆ ἔκανε γι' αὐτοὺς ὅ,τι ἔκαναν ὅλες οἱ κυβερνήσεις τῆς Δεξιᾶς καὶ τοῦ Κέντρου αὐτὰ τὰ χρόνια. Γιὰ καθαρὰ δημαγωγικοὺς λόγους σὲ κάθε προεκλογικὴ περίοδο «νομιμοποιοῦν» τὰ αὐθαίρετα, γιὰ νὰ τὰ γκρεμίσουν οἱ μπουλντόζες τῶν ὑπουργείων τὴν ἄλλη μέρα τῶν ἐκλογῶν. Κι' ἐφέτος τὰ ἴδια. [410,1522,762,1585]
paragraph-list [1273,1819,1526,2255]
paragraph-list [1273,1310,1526,1469]
paragraph: Ἀπὸ τὸν παραπάνω πίνακα διαπιστώνεται ὅτι: [16,2090,201,2111]
village-list [211,1641,394,1711]
paragraph: Ὁ ΑΟΕΚ, ποὺ ὑπάγεται στὸ ὑπουργεῖο Ἐργασίας, ἱδρύθηκε τὸ 1954 μὲ τὸ Ν.Δ. 2963/24.8.54. Ἔχει δυὸ βασικοὺς σκοπούς: Τὴν ἀνέγερση ἐργατικῶν διαμερισμάτων σ' ὅλη τὴ χώρα, ποὺ διανέμονται στοὺς ἄστεγους ἐργατοϋπάλληλους μὲ κληρώσεις καὶ τὴ χορήγηση στεγαστικῶν δανείων. [16,1697,197,1789]
table-value: 950.000.000 [304,2004,366,2014]
paragraph: — Νὰ ἐξασφαλιστοῦν ἄνετες καὶ ὑγιεινὲς κατοικίες στοὺς ἀστέγους, στοὺς ἐργαζόμενους, σ' ὅλο τὸ λαό. [410,1964,762,1988]
paragraph-list [16,1640,197,1959]
farmers-body-column [988,491,1245,542]
table-label: 1. Κρατικὴ Ἐπιχορήγηση [34,1974,154,1985]
section-headline-text: Ὁ «ἐξευρωπαϊσμὸς» τῆς γεωργίας [1022,685,1500,721]
paragraph: — Ἡ ἐργατικὴ τάξη πληρώνει ἄμεσα ἢ ἔμμεσα τὸ 80,5% τῆς συνολικῆς δαπάνης (εἰσφορὲς ἐργαζομένων + εἰσφορὲς ἐργοδοτῶν). [16,2110,201,2154]
box-title-bold: Η ΚΑΤΟΙΚΙΑ: [411,1380,494,1395]
list-item: 126 κατοικίες στὴν Πτολεμαΐδα. [236,1651,382,1664]
box-section-text [410,1522,762,1802]
paragraph: Στὴν τριετία τῆς διακυβέρνησης τῆς χώρας ἀπὸ τὴ «Νέα Δημοκρατία», τὰ νοίκια αὐξήθηκαν πάνω ἀπὸ 150%. [16,505,197,537]
farmers-headline-line [1001,151,1496,209]
subheading-1976 [211,1271,394,1344]
kke-box-text [23,994,184,1154]
paragraph: — Στὴ συνολικὴ δαπάνη τοῦ 1976 ἡ κυβέρνηση συμμετέχει μόνο μὲ 200.000.000 (κι ἀπ' αὐτὰ τὰ 100.000.000 εἶναι ἀναδρομικὰ τοῦ 1975), δηλαδὴ μὲ ποσοστὸ 11,3%. Τὸ ποσοστὸ αὐτὸ εἶναι ἀκόμα μικρότερο γιὰ τὸ 1977, γιατὶ ἡ κυβέρνηση κατέβαλε μόνο 100.000.000 δρχ. [16,2153,201,2239]
paragraph: Αὐτό, ὅμως, ποὺ σφράγισε τὶς προεκλογικὲς ὑποσχέσεις τοῦ κ. Καραμανλῆ στὴ Λάρισα ἦταν τὸ περίφημο: «Ὁ Ἕλλην ἀγρότης μπορεῖ ἀλλὰ καὶ πρέπει μέσα στὰ προσεχῆ χρόνια νὰ μεταβληθεῖ ἀπὸ προλετάριο σὲ ἐπιχειρηματία μικρὸ ἢ μεσαῖο». [1273,1133,1526,1189]
list-item: 53 κατοικίες στὴ Χίο. [236,1536,332,1549]
list-item: 205 κατοικίες στὴ Χαλκίδα. [236,1663,361,1676]
subheading-line: 1976: [285,1270,320,1286]
paragraph: τὸ Γενάρη τοῦ 1975, τῆς Ἁλιάρτου τὸν Αὔγουστο τοῦ 1975, στοὺς ἀμπελοπαραγωγοὺς τῆς Κορινθίας τὸν Ἰούνη τοῦ ἴδιου χρόνου, στοὺς ἀκτήμονες Μεταλλικοῦ Πολυκάστρου καὶ Κάρλας τὸ Νοέμβρη - Δεκέμβρη 1977 καὶ σ' ἄλλους; [1273,404,1526,461]
section-separator: * * * [859,2201,896,2212]
table-value: 18.000.000 [310,2043,366,2054]
issue-date [10,92,197,108]
paragraph: Ὅσο γιὰ τὴ μεγέθυνση τοῦ γεωργικοῦ κλήρου, εἶναι ξεκάθαρο ὅτι δὲν πετυχαίνεται μὲ τὸν ἀναδασμό, ποὺ ἐπιδιώκει ἡ κυβέρνηση, οὔτε χρησιμοποιώντας τὶς «ἐγκαταλελειμμένες γαῖες» μὲ τὸν τρόπο ποὺ σκοπεύει ἕνα νομοσχέδιο, ποὺ ἐκκρεμεῖ στὴ Βουλή, νὰ τὶς χρησιμοποιήσει. Κι ὅλα αὐτὰ τὴ στιγμὴ ποὺ τεράστιες μοναστηριακὲς ἐκτάσεις ἀναξιοποίητες δὲν ἀπαλλοτριώνονται καὶ οἱ ἀκτήμονες ἀντιμετωπίζονται μὲ αὖρες, ὅταν ζητοῦν γῆ ἀπὸ παλιὰ τσιφλίκια. Γιὰ τὴν ἀξιοποίηση τοῦ κλήρου μὲ ἐπιστημονικὲς μεθόδους δὲν γίνεται λόγος, γιατὶ οἱ ἴδιοι οἱ γεωπόνοι τοῦ ὑπουργείου Γεωργίας ἔχουν ἐπανειλημμένα καταγγείλει ὅτι ἡ κυβέρνηση τοὺς ἐμποδίζει νὰ πᾶνε κοντὰ στὸν ἀγρότη νὰ τοῦ μεταδώσουν τὸν ἐπιστημονικὸ τρόπο καλλιέργειας. [988,1071,1245,1224]
subheading-line: τῆς ἐργατικῆς τάξης [234,1753,371,1769]
paragraph: Θὰ ἦταν προτιμότερο νὰ δοῦμε τὸν «ἀπολογισμὸ» τοῦ κυβερνητικοῦ ἔργου τῆς Νέας Δημοκρατίας στὴν τριετία, ποὺ δόθηκε πρόσφατα στὴ δημοσιότητα (Καθημερινή, 17.10.77). [988,1312,1245,1358]
paragraph: Δὲν εἶναι ὅμως ἡ «νομιμοποίηση» ἡ λύση... ὅταν χρειάζονται πάνω ἀπὸ 250.000 καινούργιες, ἀνθρώπινες κατοικίες γιὰ τοὺς ἐργαζόμενους τῆς Ἀθήνας — γιὰ ὅλους ἐκείνους ποὺ ἔχουν τὴν ἀνάγκη κρατικῆς βοήθειας γιὰ νὰ τὴν ἀποκτήσουν. [410,1585,762,1635]
headline-text: ἀπὸ φτωχοὶ [1102,224,1411,282]
paragraph: μερα δὲν ἔκανε συστηματικὴ καὶ ὑπεύθυνη ἀπογραφὴ τῶν ἀστέγων ἐργατοϋπαλλήλων ποὺ συμπληρώνουν ὅλες τὶς «δρακόντειες» προϋποθέσεις ποὺ ἀπαιτοῦνται γιὰ τὴν παροχὴ σπιτιοῦ ἢ στεγαστικοῦ δανείου. [211,1140,394,1208]
headline-text: ΤΗΝ ΤΡΙΕΤΙΑ [18,206,191,252]
paragraph-list [988,753,1245,1224]
subheading-line: δημοπρατήθηκαν [244,1313,361,1330]
subheading-line: ἄστεγους πῆραν [249,898,356,913]
paragraph: — Ἔλεγχο πάνω στὰ νοίκια ὅπως γενικὰ μὲ τὶς τιμὲς τῶν τροφίμων. [410,1735,762,1761]
housing-rights-box [397,1360,775,2112]
paragraph: Ὁ κ. Καραμανλῆς μιλώντας στὶς 17.12.75 στὴ Συνέλευση τῆς ΠΑΣΕΓΕΣ χαρακτήρισε τοὺς ἀγῶνες τῶν ἀγροτῶν «ποὺ φωνάζουν» εὐθύς. [1273,1964,1526,1999]
subheading-line: μόνο 663 [272,1328,333,1345]
subheadline-text: ΤΙ ΥΠΟΣΧΕΘΗΚΕ ΚΑΙ ΤΙ ΕΚΑΝΕ Η ΚΥΒΕΡΝΗΣΗ ΤΗΣ «ΝΔ» [981,356,1524,378]
paragraph: — 286.000 οἰκογένειες (δηλαδὴ τὸ 11,3% τοῦ συνόλου) κατοικοῦν μὲ πυκνότητα 2 ἀτόμων σ' ἕνα δωμάτιο. [16,1514,197,1550]
paragraph: — Γιὰ τὸ 1977 εἶχε προγραμματισθεῖ ἡ δημοπράτηση 1.357 κατοικιῶν. [211,1419,394,1444]
paragraph-list [410,1434,762,1498]
headline-rule [1033,1296,1492,1298]
byline [1026,558,1197,580]
rent-body-column [16,1640,197,1967]
table-value: 36.000.000 [310,2033,366,2044]
photo-demolished-shack [208,129,960,504]
paragraph-list [988,595,1245,661]
paragraph: Ὁ κ. Καραμανλῆς ὑποσχέθηκε ἀκόμα ὅτι θὰ βελτιωθεῖ «ἡ συμμετοχὴ τῆς ἀγροτικῆς τάξεως στὴν κατανομὴ τοῦ ἐθνικοῦ εἰσοδήματος». Καὶ διαβεβαίωσε — τότε στὴ Λάρισα — ὅτι αὐτὸ θὰ γίνει «μὲ τὴν προσαρμογὴ τῶν ἀγροτικῶν συντάξεων στὶς σημερινὲς συνθῆκες καὶ μὲ τὴν ἐπιδότηση τῆς γεωργικῆς παραγωγῆς». Οἱ πενιχρὲς συντάξεις τῶν ἀγροτῶν ἔγιναν ἀκόμα πενιχρότερες. Οἱ αὐξήσεις ποὺ ἔδωσε ἡ κυβέρνηση Καραμανλῆ ὄχι μόνο δὲν τὶς προσάρμοσαν στὶς σημερινὲς συνθῆκες, ἀλλὰ δὲν κάλυψαν οὔτε τὴν αὔξηση τοῦ τιμαρίθμου. Μὲ τὶς 1.000, 1.250, 1.500 δρχ. τὸ μήνα ποὺ παίρνει ἀγρότης καὶ ἀγρότισσα μαζὶ ζάντε νὰ ζήσει κανεὶς στὶς σημερινὲς συνθῆκες! [1273,753,1526,899]
paragraph-list [1273,404,1526,666]
kke-program-box [12,981,197,1192]
subheading-pay-twice [793,1590,962,1640]
byline-rule [985,552,1249,554]
paragraph: Ὁ μισὸς πληθυσμὸς τῆς Ἀθήνας ζεῖ μὲ νοίκι — Πληρώνει πάνω ἀπὸ τὸ ἕνα τέταρτο τοῦ μισθοῦ γιὰ νὰ νοικιάσει τὴ στέγη του. [410,1647,762,1673]
table-total-row [34,2064,366,2078]
section-headline-text: Οἱ ὑπαγορεύσεις τῆς ΕΟΚ [1077,1486,1451,1525]
paragraph: Στὸν ἀπολογισμὸ αὐτὸ ἀναφέρεται ὅτι «βασικὴ ἐπιδίωξη καὶ ἐπιτυχία τῆς ἀγροτικῆς πολιτικῆς τῆς κυβερνήσεως ἦταν ἡ αὔξηση τοῦ γεωργικοῦ εἰσοδήματος». Τὰ ἴδια, ὅμως, τὰ ἐπίσημα καὶ καθόλου ἀντικειμενικὰ στοιχεῖα, ποὺ ἔδινε κατὰ καιροὺς ἡ κυβέρνηση στὴ δημοσιότητα, διαψεύδουν αὐτὸ τὸν ἰσχυρισμό της. Μείωση σημείωσε τὸ εἰσόδημα τῶν ἀγροτῶν κατὰ τὸ 1975 ὅπως προκύπτει ἀπὸ τὰ στοιχεῖα τῆς Ἐθνικῆς Στατιστικῆς Ὑπηρεσίας. Ὁ γενικὸς δείκτης τιμῶν τῶν ἀγροτικῶν προϊόντων σημείωσε αὔξηση [988,1357,1245,1471]
table-label: 5. Χρεωλύσια δανείων καὶ κατοικιῶν [34,2033,209,2044]
paragraph-list [16,450,197,963]
paragraph: Ὅσον ἀφορᾶ «τὴν ἐξυγίανση τοῦ κυκλώματος ζωοτροφὲς - κρέας - γάλα» σημειώνουμε ὅτι στὶς 3.10.75 ὁ τότε ὑπουργὸς Γεωργίας κ. Ἰσαδάκογλου ἀνακοίνωσε πὼς «θὰ καθυστερήσει ἐπὶ ὀλίγους μῆνες ἀκόμη, ἡ ἐφαρμογὴ τῆς νέας πολιτικῆς ἐπὶ τῆς κτηνοτροφίας». Αὐτὴ ἡ «νέα πολιτικὴ» δὲν ἔχει ἀκόμα ἐξαγγελθεῖ! Ἁπλῶς ἡ κυβέρνηση συνέχισε νὰ ἀφήνει ἐλεύθερες τὶς ἀθρόες εἰσαγωγὲς κρεάτων, νὰ δέχεται αὐξήσεις τῶν ζωοτροφῶν καὶ νὰ ἀγνοεῖ τὰ αἰτήματα τῶν κτηνοτρόφων. Ἀκολούθησε, δηλαδή, μιὰ πολιτικὴ ποὺ ἐπέβαλαν οἱ μεγαλέμποροι εἰσαγωγεῖς κρεάτων σὲ βάρος τῆς ντόπιας παραγωγῆς. [988,1969,1245,2109]
paragraph: Ἀπὸ τὰ στοιχεῖα ποὺ ἀναφέρονται στὸ δελτίο Τύπου τῆς 22.7.75 τοῦ ΑΟΕΚ, προκύπτει ὅτι οἱ ἄστεγοι ἐργάτες καὶ ὑπάλληλοι, μαζὶ μὲ τοὺς συνταξιούχους, εἶναι 120.000. Ἀπ' αὐτοὺς ὅμως μόνο οἱ 15.500 ἔχουν πάρει κατοικία ἢ στεγαστικὸ δάνειο. [211,951,394,1030]
subheading-loans-line [217,2220,396,2240]
paragraph: Ἀλλὰ καὶ στὴν πράξη ἡ κυβέρνηση δὲν ὑλοποίησε παρὰ ἕνα μικρὸ μέρος ἀπὸ τὶς διακηρύξεις της. Ψήφισε τὸ νομοσχέδιο γιὰ τὴν κατάργηση τοῦ φόρου μεταβίβασης γεωργικῶν ἐκτάσεων μέχρι 40 στρ., τοῦ τέλους ἐποικισμοῦ, καὶ τὸ νομοσχέδιο γιὰ τὸν ἀναδασμό. Κάτω ἀπὸ τὴν κατακραυγὴ τῶν ἀγροτῶν δὲν πέρασαν τὰ ἀντιαγροτικὰ νομοσχέδια περὶ ἐγκαταλελειμμένων γαιῶν καὶ περὶ συνεταιρισμῶν. [1273,1576,1526,1667]
paragraph: Στὰ τέλη τοῦ 1975 ἡ Διοίκηση τοῦ ΑΟΕΚ ἐκπόνησε νέο τριετὲς πρόγραμμα ἀνέγερσης οἰκισμῶν καὶ δανειοδοτήσεων. Ἔτσι: [211,1352,394,1397]
list-item: 130 κατοικίες στὴ Νάουσα. [236,1686,361,1699]
paragraph: ὅλες τὶς ὀλέθριες ἐπιπτώσεις σὲ βάρος τῶν μικρομεσαίων ἀγροτῶν». [1273,1554,1526,1577]
housing-body-column [211,951,394,1087]
paragraph: Καὶ σὰ νὰ μὴν ἔφτανε αὐτό, ἔρχεται τώρα τὸ ὑπουργεῖο Ἐργασίας καὶ ὁ ΑΟΕΚ καὶ ἀπαιτοῦν τὴν ἀποπληρωμὴ τῶν σπιτιῶν ποὺ ἔχουν πάρει στὸ μεταξὺ οἱ ἐργατοϋπάλληλοι τῆς χώρας, γιὰ νὰ τοὺς δοθεῖ ὁριστικὰ τὸ παραχωρητήριο. [793,1976,962,2052]
kke-box-source: (Ἀπὸ τὸ ἐκλογικὸ πρόγραμμα τοῦ ΚΚΕ) [27,1154,182,1178]
paragraph: 1) Τρία παιδιὰ καὶ 5001 ἡμερομίσθια. [597,2224,774,2249]
paragraph: — Γιὰ τὸ 1976 εἶχε προγραμματισθεῖ ἡ δημοπράτηση 1.636 κατοικιῶν. [211,1396,394,1421]
paragraph: — Γιὰ τὸ 1978 εἶχε προγραμματισθεῖ ἡ δημοπράτηση 1.890 κατοικιῶν. [211,1443,394,1467]
headline-text: Οἱ ἀγρότες ἔγιναν [1001,151,1496,209]
farmers-headline-line [1102,224,1411,282]
paragraph: — Ἔχει αὐξηθεῖ ὑπερβολικὰ ἡ τιμὴ τῶν ἀκινήτων, ἀποτέλεσμα τῆς ἄγριας κερδοσκοπίας τόσο τῶν οἰκοδομικῶν ἐπιχειρήσεων, ὅσο καὶ τῶν βιομηχανιῶν ποὺ παράγουν ὑλικὰ γιὰ τὴν κατασκευή τους. [16,680,197,745]
kke-box-demand: Νὰ ἐπιχορηγεῖται ἐπαρκῶς ὁ Αὐτόνομος Ὀργανισμὸς Ἐργατικῆς Κατοικίας ἀπὸ τὸν κρατικὸ προϋπολογισμὸ γιὰ νὰ ἀντιμετωπιστεῖ ἀποτελεσματικὰ τὸ πρόβλημα τῆς ἐργατικῆς στέγης. [23,995,184,1147]
list-item: 50 κατοικίες στὴ Φλώρινα. [236,1559,359,1572]
paragraph: Καὶ τώρα ἡ ὑλοποίηση τοῦ προγράμματος: Ἀπὸ τὶς 1.636 κατοικίες ποὺ εἶχαν προγραμματισθεῖ γιὰ τὸ 1976, δημοπρατήθηκαν τελικὰ μόνο 663. Ἀναλυτικὰ δημοπρατήθηκαν: [211,1466,394,1537]
paragraph-list [410,1824,762,2094]
paragraph: Ὁρισμένα ἀκόμα βασικὰ στοιχεῖα τῆς ἀντιαγροτικῆς πολιτικῆς τῆς κυβέρνησης εἶναι: [1273,1942,1526,1965]
housing-body-column [793,1647,962,2272]
kke-box-paragraph [23,994,184,1147]
paragraph-list [211,762,394,869]
table-label: 3. Εἰσφορὲς ἐργοδοτῶν 0,5% [34,2013,176,2024]
paragraph: ἐνθαρρυνόμενες, ὅπως ἀκριβῶς ἐπέβαλαν οἱ ἀπαιτήσεις τῆς ΕΟΚ. [1273,1819,1526,1842]
paragraph-list [406,2120,588,2262]
paragraph: σύμφωνα μὲ ἐπίσημα στοιχεῖα 14.776.000.000 δρχ. Κι ἀπ' αὐτὰ ἔχει διαθέσει γιὰ τὴν ἀνέγερση ἐργατικῶν κατοικιῶν καὶ γιὰ δανειοδοτήσεις μόνο... 3 δισεκατομμύρια! [211,762,394,821]
farmers-body-column [988,595,1245,671]
paragraph-list [988,1556,1245,1741]
main-headline-line [486,750,933,855]
paragraph-list [16,1202,197,1596]
farmers-body-column [988,753,1245,1229]
farmers-body-column [1273,404,1526,669]
paragraph: Ἔτσι καὶ οἱ 12.000 (ἀπὸ τοὺς 90.000 ἐργατοϋπάλληλους) ποὺ θὰ εἶναι τυχεροὶ καὶ θὰ τοὺς ἐγκριθεῖ τὸ δάνειο, ποῦ θὰ βροῦν τὰ ὑπόλοιπα χρήματα γιὰ νὰ συμπληρώσουν τὴ διαφορά; [793,1457,962,1512]
paragraph: Μὲ βάση λοιπὸν τὰ ἔσοδα τοῦ 1976, οἱ πόροι καθορίζονται ὡς ἑξῆς: [211,1930,394,1953]
list-item: 64 κατοικίες στὴν Τρίπολη. [236,1698,361,1711]
subheading-line: Πληρώνουν δύο [816,1589,939,1606]
paragraph-list [793,2219,962,2263]
paragraph: Δὲν δημοπρατήθηκαν, ἂν καὶ εἶχαν προγραμματισθεῖ [211,1616,394,1641]
section-headline-text: Ἡ ἀσυδοσία τῶν μεσαζόντων [1077,1749,1472,1788]
photo-caption [324,505,842,519]
paragraph: πως θἄπρεπε φυσιολογικὰ νὰ γίνεται ἀπὸ μιὰ κυβέρνηση ποὺ ἐφαρμόζει κοινωνικὴ πολιτική. Μάλιστα, ἡ Ἐργατικὴ Κατοικία οὔτε κἂν ἀναφέρεται σὰ τομέας στὸ Πενταετὲς Πρόγραμμα Οἰκονομικῆς Ἀνάπτυξης. Ἡ κυβέρνηση Καραμανλῆ, πιστὴ στὴν ἀντεργατικὴ πολιτική της, ἐγκαταλείπει τὸ τεράστιο πρόβλημα τῆς λαϊκῆς κατοικίας στοὺς ἰσχνοὺς ὤμους τῆς ἐργατικῆς τάξης. [215,2090,396,2204]
photo-person [552,1233,572,1296]
farmers-body-column [988,1556,1245,1743]
paragraph-list [793,1647,962,2195]
subheading-loans-line [217,2240,396,2260]
subheading-line: 1.636 κατοικίες, [251,1299,354,1316]
paragraph: Τὸ Κ.Κ.Ε. ΖΗΤΑ νὰ παρθοῦν ἄμεσα τὰ ἀναγκαῖα μέτρα: [422,1952,683,1965]
paragraph: Στὴ λήψη τῶν ἀποφάσεών της ἡ κυβέρνηση δὲν πῆρε καθόλου ὑπόψη της τὶς γνῶμες τῶν ἄμεσα ἐνδιαφερομένων (Ἀγροτικῶν Συλλόγων, Γεωτεχνικοῦ Ἐπιμελητηρίου, Συλλόγων Γεωπόνων). Στοὺς ἡμικρατικοὺς γεωργικοὺς συνεταιρισμοὺς δὲν ἀντιπροσωπεύονται οὐσιαστικὰ οἱ ἀγρότες. Εἶναι χαρακτηριστικὸ ὅτι πρόεδρος τοῦ «Ὀργανισμοῦ Βάμβακος» εἶναι ὁ μεγαλοβιομήχανος Κατσάμπας. [1273,2064,1526,2155]
